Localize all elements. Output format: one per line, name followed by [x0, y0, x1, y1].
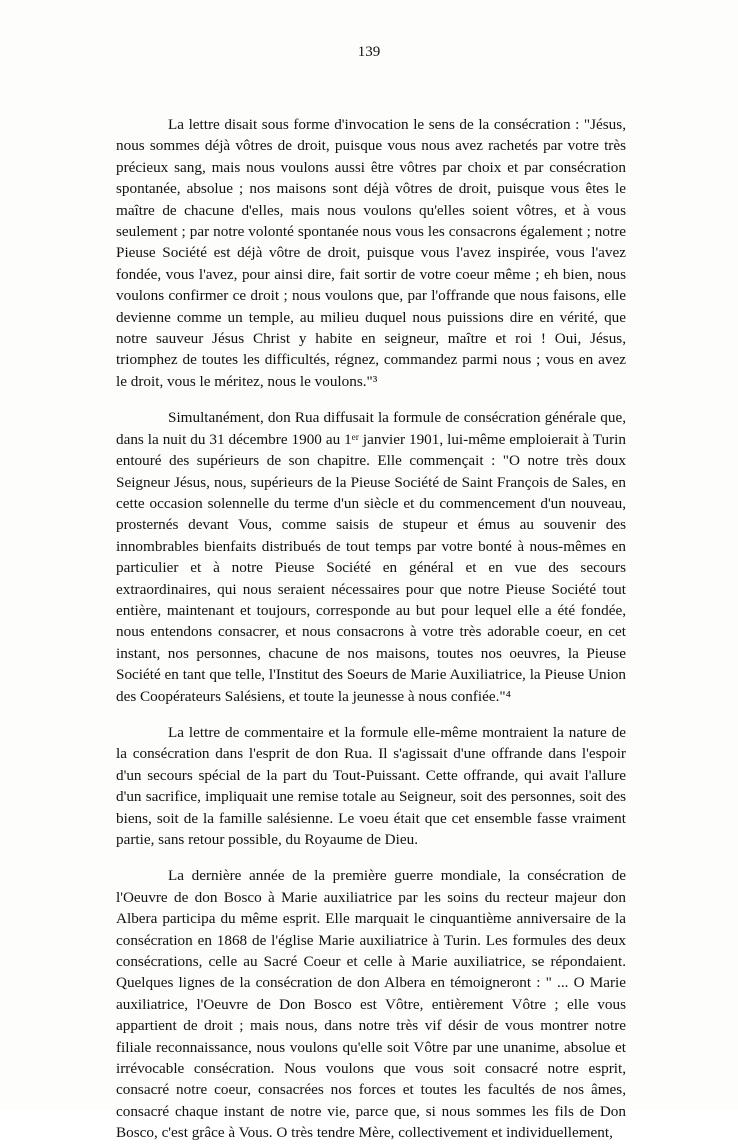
paragraph-2: Simultanément, don Rua diffusait la formule de consécration générale que, dans la nuit du 31 décembre 1900 au 1ᵉʳ janvier 1901, lui-même emploierait à Turin entouré des supérieurs de son chapitre. Elle commençait : "O notre très doux Seigneur Jésus, nous, supérieurs de la Pieuse Société de Saint François de Sales, en cette occasion solennelle du terme d'un siècle et du commencement d'un nouveau, prosternés devant Vous, comme saisis de stupeur et émus au souvenir des innombrables bienfaits distribués de tout temps par votre bonté à nous-mêmes en particulier et à notre Pieuse Société en général et en vue des secours extraordinaires, qui nous seraient nécessaires pour que notre Pieuse Société tout entière, maintenant et toujours, corresponde au but pour lequel elle a été fondée, nous entendons consacrer, et nous consacrons à votre très adorable coeur, en cet instant, nos personnes, chacune de nos maisons, toutes nos oeuvres, la Pieuse Société en tant que telle, l'Institut des Soeurs de Marie Auxiliatrice, la Pieuse Union des Coopérateurs Salésiens, et toute la jeunesse à nous confiée."⁴ [116, 409, 626, 705]
paragraph-3: La lettre de commentaire et la formule elle-même montraient la nature de la consécration dans l'esprit de don Rua. Il s'agissait d'une offrande dans l'espoir d'un secours spécial de la part du Tout-Puissant. Cette offrande, qui avait l'allure d'un sacrifice, impliquait une remise totale au Seigneur, soit des personnes, soit des biens, soit de la famille salésienne. Le voeu était que cet ensemble fasse vraiment partie, sans retour possible, du Royaume de Dieu. [116, 723, 626, 848]
page-number: 139 [357, 44, 381, 60]
body-text [116, 114, 626, 1144]
paragraph-1: La lettre disait sous forme d'invocation le sens de la consécration : "Jésus, nous sommes déjà vôtres de droit, puisque vous nous avez rachetés par votre très précieux sang, mais nous voulons aussi être vôtres par choix et par consécration spontanée, absolue ; nos maisons sont déjà vôtres de droit, puisque vous êtes le maître de chacune d'elles, mais nous voulons qu'elles soient vôtres, et à vous seulement ; par notre volonté spontanée nous vous les consacrons également ; notre Pieuse Société est déjà vôtre de droit, puisque vous l'avez inspirée, vous l'avez fondée, vous l'avez, pour ainsi dire, fait sortir de votre coeur même ; eh bien, nous voulons confirmer ce droit ; nous voulons que, par l'offrande que nous faisons, elle devienne comme un temple, au milieu duquel nous puissions dire en vérité, que notre sauveur Jésus Christ y habite en seigneur, maître et roi ! Oui, Jésus, triomphez de toutes les difficultés, régnez, commandez parmi nous ; vous en avez le droit, vous le méritez, nous le voulons."³ [116, 116, 626, 390]
paragraph-4: La dernière année de la première guerre mondiale, la consécration de l'Oeuvre de don Bosco à Marie auxiliatrice par les soins du recteur majeur don Albera participa du même esprit. Elle marquait le cinquantième anniversaire de la consécration en 1868 de l'église Marie auxiliatrice à Turin. Les formules des deux consécrations, celle au Sacré Coeur et celle à Marie auxiliatrice, se répondaient. Quelques lignes de la consécration de don Albera en témoigneront : " ... O Marie auxiliatrice, l'Oeuvre de Don Bosco est Vôtre, entièrement Vôtre ; elle vous appartient de droit ; mais nous, dans notre très vif désir de vous montrer notre filiale reconnaissance, nous voulons qu'elle soit Vôtre par une unanime, absolue et irrévocable consécration. Nous voulons que vous soit consacré notre esprit, consacré notre coeur, consacrées nos forces et toutes les facultés de nos âmes, consacré chaque instant de notre vie, parce que, si nous sommes les fils de Don Bosco, c'est grâce à Vous. O très tendre Mère, collectivement et individuellement, [116, 867, 626, 1142]
